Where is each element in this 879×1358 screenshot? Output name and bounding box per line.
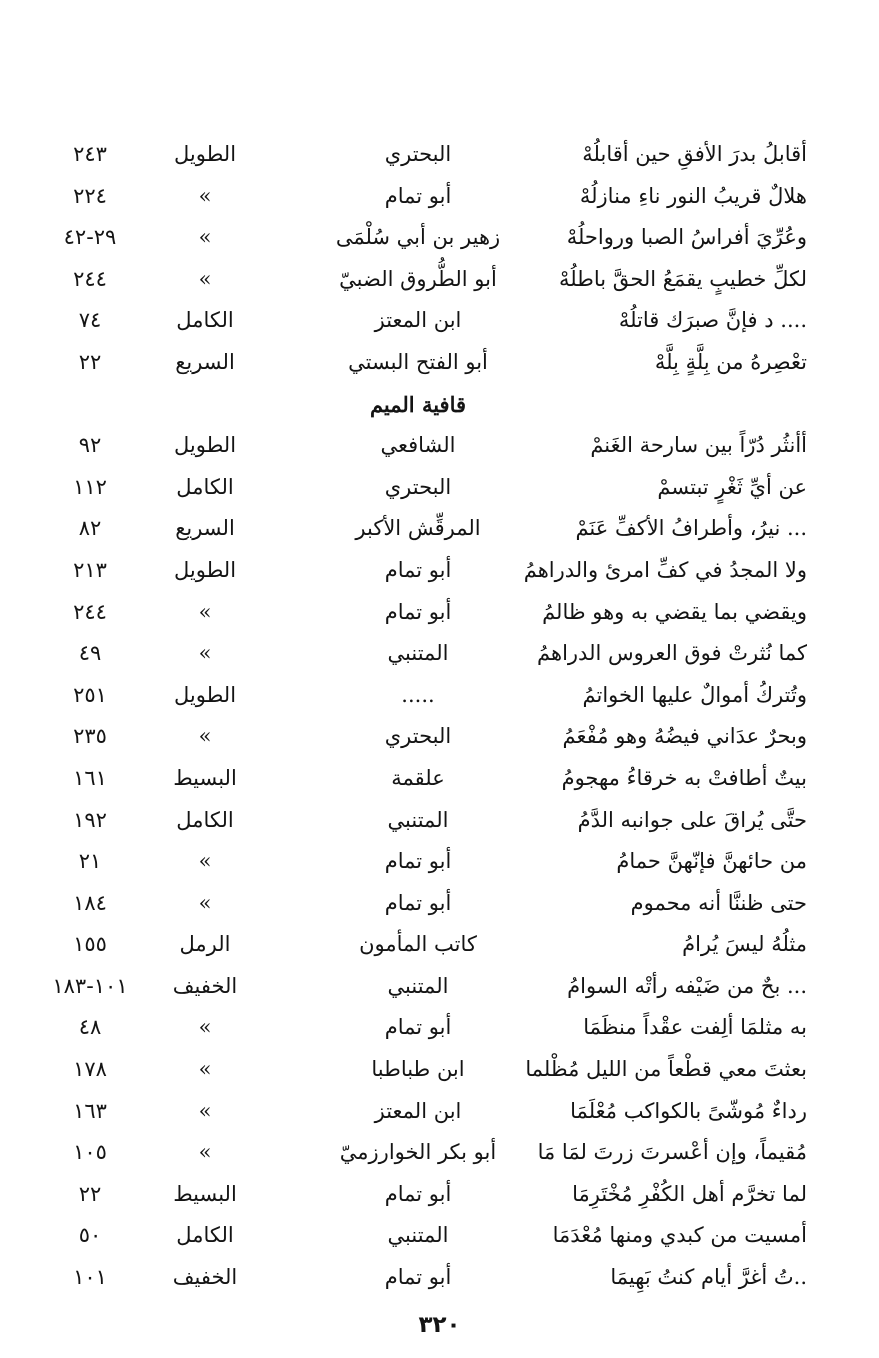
page-ref-cell: ٢١٣: [73, 557, 107, 582]
index-row: [0, 425, 879, 467]
index-row: [0, 300, 879, 342]
verse-cell: ... نيرُ، وأطرافُ الأكفِّ عَنَمْ: [575, 516, 807, 541]
meter-cell: الخفيف: [172, 1265, 238, 1290]
verse-cell: وعُرِّيَ أفراسُ الصبا ورواحلُهْ: [566, 225, 807, 250]
meter-cell: »: [198, 183, 212, 208]
page-ref-cell: ٤٩: [78, 641, 102, 666]
page-ref-cell: ٢٤٤: [73, 266, 107, 291]
poet-cell: أبو تمام: [384, 890, 452, 915]
poet-cell: أبو تمام: [384, 849, 452, 874]
verse-cell: بيتٌ أطافتْ به خرقاءُ مهجومُ: [561, 765, 807, 790]
poet-cell: كاتب المأمون: [359, 932, 477, 957]
verse-cell: بعثتَ معي قطْعاً من الليل مُظْلما: [525, 1057, 807, 1082]
verse-cell: كما نُثرتْ فوق العروس الدراهمُ: [537, 641, 807, 666]
page-ref-cell: ١٨٤: [73, 890, 107, 915]
verse-cell: وتُتركُ أموالٌ عليها الخواتمُ: [582, 682, 807, 707]
meter-cell: الرمل: [179, 932, 231, 957]
index-row: [0, 1215, 879, 1257]
index-row: [0, 217, 879, 259]
meter-cell: »: [198, 890, 212, 915]
verse-cell: هلالٌ قريبُ النور ناءِ منازلُهْ: [579, 183, 807, 208]
rows-mim: [0, 425, 879, 1298]
index-row: [0, 883, 879, 925]
verse-cell: أأنثُر دُرّاً بين سارحة الغَنمْ: [590, 433, 807, 458]
poet-cell: المرقِّش الأكبر: [355, 516, 481, 541]
page-ref-cell: ٢٥١: [73, 682, 107, 707]
poet-cell: أبو تمام: [384, 1015, 452, 1040]
verse-cell: وبحرٌ عدَاني فيضُهُ وهو مُفْعَمُ: [562, 724, 807, 749]
verse-cell: ... بحٌ من ضَيْفه رأتْه السوامُ: [567, 973, 807, 998]
index-row: [0, 924, 879, 966]
meter-cell: الطويل: [173, 557, 237, 582]
page-ref-cell: ١٠١-١٨٣: [52, 973, 128, 998]
poet-cell: ابن المعتز: [374, 1098, 462, 1123]
index-row: [0, 259, 879, 301]
index-row: [0, 758, 879, 800]
meter-cell: الطويل: [173, 142, 237, 166]
index-row: [0, 966, 879, 1008]
index-row: [0, 508, 879, 550]
verse-cell: عن أيِّ ثَغْرٍ تبتسمْ: [657, 474, 807, 499]
poet-cell: المتنبي: [387, 807, 449, 832]
meter-cell: »: [198, 266, 212, 291]
poet-cell: أبو الفتح البستي: [348, 349, 488, 374]
index-row: [0, 550, 879, 592]
verse-cell: مُقيماً، وإن أعْسرتَ زرتَ لمَا مَا: [537, 1140, 807, 1165]
meter-cell: »: [198, 724, 212, 749]
index-row: [0, 841, 879, 883]
verse-cell: لكلِّ خطيبٍ يقمَعُ الحقَّ باطلُهْ: [558, 266, 807, 291]
meter-cell: »: [198, 1057, 212, 1082]
index-row: [0, 176, 879, 218]
index-row: [0, 716, 879, 758]
meter-cell: الطويل: [173, 433, 237, 458]
meter-cell: »: [198, 1140, 212, 1165]
page-ref-cell: ١٠١: [73, 1265, 107, 1290]
poet-cell: البحتري: [384, 142, 452, 166]
index-row: [0, 1091, 879, 1133]
meter-cell: الطويل: [173, 682, 237, 707]
verse-cell: ..تُ أغرَّ أيام كنتُ بَهِيمَا: [610, 1265, 807, 1290]
meter-cell: »: [198, 599, 212, 624]
meter-cell: البسيط: [173, 1181, 237, 1206]
verse-cell: رداءٌ مُوشّىً بالكواكب مُعْلَمَا: [570, 1098, 807, 1123]
verse-index-table: [0, 134, 879, 1299]
meter-cell: »: [198, 849, 212, 874]
verse-cell: لما تخرَّم أهل الكُفْرِ مُخْتَرِمَا: [572, 1181, 807, 1206]
index-row: [0, 342, 879, 384]
page-ref-cell: ٨٢: [78, 516, 102, 541]
index-row: [0, 1132, 879, 1174]
verse-cell: مثلُهُ ليسَ يُرامُ: [682, 932, 807, 957]
section-title: قافية الميم: [369, 391, 467, 417]
index-row: [0, 592, 879, 634]
section-heading-row: [0, 384, 879, 426]
page-ref-cell: ٧٤: [78, 308, 102, 333]
poet-cell: أبو بكر الخوارزميّ: [339, 1140, 497, 1165]
page-ref-cell: ٥٠: [78, 1223, 102, 1248]
verse-cell: أمسيت من كبدي ومنها مُعْدَمَا: [552, 1223, 807, 1248]
index-row: [0, 800, 879, 842]
poet-cell: أبو تمام: [384, 599, 452, 624]
index-row: [0, 1257, 879, 1299]
index-row: [0, 1049, 879, 1091]
index-row: [0, 675, 879, 717]
page-ref-cell: ١٩٢: [73, 807, 107, 832]
page-ref-cell: ١١٢: [73, 474, 107, 499]
verse-cell: .... د فإنَّ صبرَك قاتلُهْ: [618, 308, 807, 333]
verse-cell: حتى ظننَّا أنه محموم: [630, 890, 807, 915]
index-row: [0, 467, 879, 509]
verse-cell: من حائهنَّ فإنّهنَّ حمامُ: [616, 849, 807, 874]
page-ref-cell: ٤٨: [78, 1015, 102, 1040]
poet-cell: أبو تمام: [384, 1265, 452, 1290]
poet-cell: الشافعي: [380, 433, 456, 458]
page-ref-cell: ٢٢: [78, 1181, 102, 1206]
poet-cell: أبو تمام: [384, 183, 452, 208]
meter-cell: البسيط: [173, 765, 237, 790]
page-ref-cell: ٢٢: [78, 349, 102, 374]
verse-cell: ولا المجدُ في كفِّ امرئ والدراهمُ: [523, 557, 807, 582]
page-ref-cell: ١٥٥: [73, 932, 107, 957]
index-row: [0, 134, 879, 176]
meter-cell: »: [198, 1098, 212, 1123]
page-ref-cell: ١٦١: [73, 765, 107, 790]
meter-cell: »: [198, 641, 212, 666]
index-row: [0, 1174, 879, 1216]
poet-cell: زهير بن أبي سُلْمَى: [335, 225, 501, 250]
poet-cell: ابن طباطبا: [371, 1057, 465, 1082]
meter-cell: الكامل: [176, 1223, 234, 1248]
verse-cell: تعْصِرهُ من بِلَّةٍ بِلَّهْ: [654, 349, 807, 374]
page-ref-cell: ٢٤٣: [73, 142, 107, 166]
page-ref-cell: ٢١: [78, 849, 102, 874]
poet-cell: البحتري: [384, 724, 452, 749]
meter-cell: السريع: [175, 516, 235, 541]
meter-cell: الخفيف: [172, 973, 238, 998]
page-ref-cell: ١٧٨: [73, 1057, 107, 1082]
verse-cell: حتَّى يُراقَ على جوانبه الدَّمُ: [577, 807, 807, 832]
page-number: ٣٢٠: [418, 1312, 461, 1338]
poet-cell: .....: [401, 682, 435, 707]
page-ref-cell: ٢٢٤: [73, 183, 107, 208]
index-row: [0, 1007, 879, 1049]
poet-cell: ابن المعتز: [374, 308, 462, 333]
page-ref-cell: ٢٤٤: [73, 599, 107, 624]
page-ref-cell: ٩٢: [78, 433, 102, 458]
verse-cell: به مثلمَا ألِفت عقْداً منظَمَا: [583, 1015, 807, 1040]
poet-cell: أبو تمام: [384, 1181, 452, 1206]
poet-cell: المتنبي: [387, 1223, 449, 1248]
page-ref-cell: ١٠٥: [73, 1140, 107, 1165]
verse-cell: أقابلُ بدرَ الأفقِ حين أقابلُهْ: [582, 142, 807, 166]
poet-cell: المتنبي: [387, 641, 449, 666]
page-ref-cell: ٢٩-٤٢: [63, 225, 117, 250]
poet-cell: أبو تمام: [384, 557, 452, 582]
meter-cell: الكامل: [176, 807, 234, 832]
index-row: [0, 633, 879, 675]
meter-cell: الكامل: [176, 308, 234, 333]
meter-cell: السريع: [175, 349, 235, 374]
rows-lam: [0, 134, 879, 384]
meter-cell: »: [198, 1015, 212, 1040]
page-ref-cell: ١٦٣: [73, 1098, 107, 1123]
meter-cell: الكامل: [176, 474, 234, 499]
poet-cell: البحتري: [384, 474, 452, 499]
poet-cell: أبو الطُّروق الضبيّ: [339, 266, 497, 291]
verse-cell: ويقضي بما يقضي به وهو ظالمُ: [542, 599, 807, 624]
poet-cell: علقمة: [391, 765, 445, 790]
page-ref-cell: ٢٣٥: [73, 724, 107, 749]
meter-cell: »: [198, 225, 212, 250]
poet-cell: المتنبي: [387, 973, 449, 998]
